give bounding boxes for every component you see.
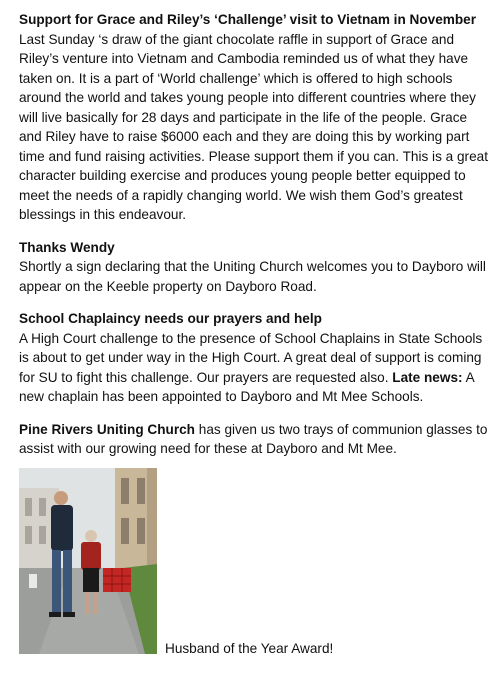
newsletter-page bbox=[19, 10, 489, 459]
section-pine-rivers bbox=[19, 420, 489, 459]
photo-caption: Husband of the Year Award! bbox=[165, 641, 334, 656]
section-thanks-wendy-heading: Thanks Wendy bbox=[19, 239, 115, 255]
couple-walking-photo bbox=[19, 468, 157, 654]
late-news-label: Late news: bbox=[392, 369, 463, 385]
late-news-body: A new chaplain has been appointed to Dayboro and Mt Mee Schools. bbox=[19, 369, 474, 404]
section-thanks-wendy bbox=[19, 238, 489, 297]
section-challenge-body: Last Sunday ‘s draw of the giant chocolate raffle in support of Grace and Riley’s venture into Vietnam and Cambodia reminded us of what they have taken on. It is a part of ‘World challenge’ which is offered to high schools around the world and takes young people into different countries where they will live basically for 28 days and participate in the life of the people. Grace and Riley have to raise $6000 each and they are doing this by working part time and fund raising activities. Please support them if you can. This is a great character building exercise and produces young people better equipped to meet the needs of a rapidly changing world. We wish them God’s greatest blessings in this endeavour. bbox=[19, 31, 488, 222]
section-challenge-heading: Support for Grace and Riley’s ‘Challenge’ visit to Vietnam in November bbox=[19, 12, 477, 27]
section-thanks-wendy-body: Shortly a sign declaring that the Uniting Church welcomes you to Dayboro will appear on the Keeble property on Dayboro Road. bbox=[19, 259, 486, 294]
section-chaplaincy-heading: School Chaplaincy needs our prayers and help bbox=[19, 311, 322, 326]
section-pine-rivers-heading: Pine Rivers Uniting Church bbox=[19, 421, 195, 437]
section-challenge bbox=[19, 10, 489, 225]
section-chaplaincy bbox=[19, 309, 489, 407]
section-pine-rivers-body: has given us two trays of communion glasses to assist with our growing need for these at Dayboro and Mt Mee. bbox=[19, 421, 488, 456]
section-chaplaincy-body: A High Court challenge to the presence of School Chaplains in State Schools is about to get under way in the High Court. A great deal of support is coming for SU to fight this challenge. Our prayers are requested also. bbox=[19, 330, 483, 385]
